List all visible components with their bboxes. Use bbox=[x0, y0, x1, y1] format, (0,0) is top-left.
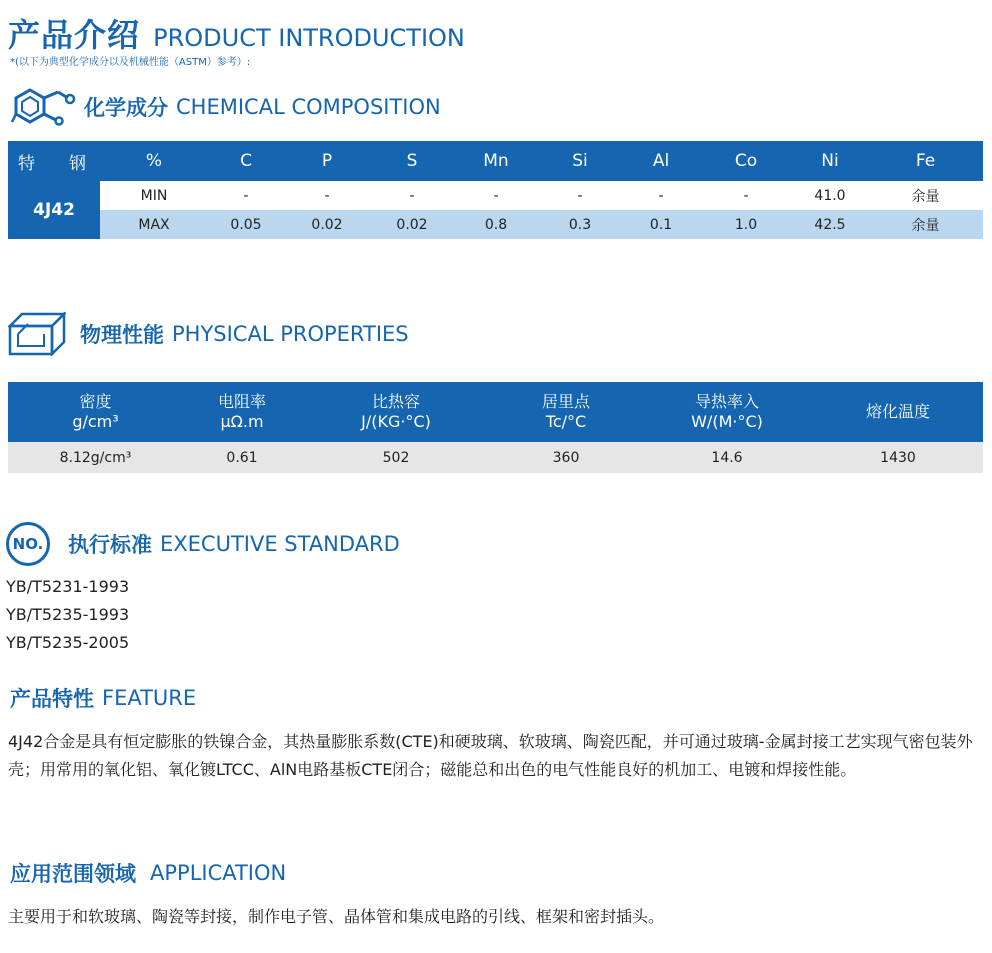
application-section-heading bbox=[10, 858, 286, 888]
page-title-en: PRODUCT INTRODUCTION bbox=[153, 24, 465, 52]
application-paragraph: 主要用于和软玻璃、陶瓷等封接，制作电子管、晶体管和集成电路的引线、框架和密封插头。 bbox=[8, 907, 665, 926]
feature-title-cn: 产品特性 bbox=[10, 687, 94, 711]
physical-header-row bbox=[8, 382, 983, 442]
feature-paragraph: 4J42合金是具有恒定膨胀的铁镍合金，其热量膨胀系数(CTE)和硬玻璃、软玻璃、陶瓷匹配，并可通过玻璃-金属封接工艺实现气密包装外壳；用常用的氧化铝、氧化镀LTCC、AlN电路基板CTE闭合；磁能总和出色的电气性能良好的机加工、电镀和焊接性能。 bbox=[8, 732, 973, 779]
header-cell-resistivity bbox=[183, 382, 301, 442]
application-title-en: APPLICATION bbox=[150, 861, 287, 885]
header-cell-si: Si bbox=[538, 141, 622, 181]
table-cell: 0.61 bbox=[183, 442, 301, 473]
physical-section-heading bbox=[8, 312, 409, 356]
page-title-cn: 产品介绍 bbox=[8, 16, 141, 54]
header-unit: W/(M·°C) bbox=[691, 412, 763, 431]
chemical-title-en: CHEMICAL COMPOSITION bbox=[176, 95, 441, 119]
chemical-composition-table bbox=[8, 141, 983, 239]
feature-title-en: FEATURE bbox=[102, 686, 197, 710]
header-cell-co: Co bbox=[700, 141, 792, 181]
header-line: 电阻率 bbox=[217, 392, 266, 411]
header-line: 导热率入 bbox=[694, 392, 759, 411]
chemical-header-row bbox=[8, 141, 983, 181]
header-unit: μΩ.m bbox=[220, 412, 264, 431]
list-item: YB/T5231-1993 bbox=[6, 577, 130, 596]
table-cell: 0.3 bbox=[538, 210, 622, 239]
table-row-max bbox=[8, 210, 983, 239]
header-unit: J/(KG·°C) bbox=[361, 412, 431, 431]
header-cell-melting-temp bbox=[813, 382, 983, 442]
table-cell: 41.0 bbox=[792, 181, 868, 210]
profile-beam-icon bbox=[8, 312, 66, 356]
table-cell: 余量 bbox=[868, 210, 983, 239]
header-cell-p: P bbox=[284, 141, 370, 181]
header-cell-ni: Ni bbox=[792, 141, 868, 181]
table-cell: - bbox=[208, 181, 284, 210]
standard-title-en: EXECUTIVE STANDARD bbox=[160, 532, 400, 556]
reference-note: *(以下为典型化学成分以及机械性能（ASTM）参考）: bbox=[10, 57, 251, 68]
number-badge-icon bbox=[6, 522, 50, 566]
physical-title-en: PHYSICAL PROPERTIES bbox=[172, 322, 409, 346]
header-line: 熔化温度 bbox=[865, 402, 930, 421]
chemical-section-heading bbox=[10, 84, 441, 130]
table-cell: 0.02 bbox=[284, 210, 370, 239]
header-line: 比热容 bbox=[371, 392, 420, 411]
number-badge-text: NO. bbox=[12, 535, 44, 553]
header-cell-curie-point bbox=[491, 382, 641, 442]
molecule-icon bbox=[10, 84, 76, 130]
table-cell: 余量 bbox=[868, 181, 983, 210]
standard-section-heading bbox=[6, 522, 400, 566]
table-row-values bbox=[8, 442, 983, 473]
table-cell: 8.12g/cm³ bbox=[8, 442, 183, 473]
table-cell: 1.0 bbox=[700, 210, 792, 239]
list-item: YB/T5235-1993 bbox=[6, 605, 130, 624]
chemical-title-cn: 化学成分 bbox=[84, 96, 168, 120]
table-cell: 0.02 bbox=[370, 210, 454, 239]
table-cell: 42.5 bbox=[792, 210, 868, 239]
header-cell-density bbox=[8, 382, 183, 442]
header-unit: g/cm³ bbox=[72, 412, 119, 431]
table-cell: 502 bbox=[301, 442, 491, 473]
table-cell: - bbox=[284, 181, 370, 210]
application-title-cn: 应用范围领域 bbox=[10, 862, 136, 886]
table-cell: - bbox=[370, 181, 454, 210]
table-cell: 14.6 bbox=[641, 442, 813, 473]
table-cell: MAX bbox=[100, 210, 208, 239]
table-cell: - bbox=[454, 181, 538, 210]
header-cell-c: C bbox=[208, 141, 284, 181]
table-row-min bbox=[8, 181, 983, 210]
header-unit: Tc/°C bbox=[545, 412, 587, 431]
table-cell: 0.8 bbox=[454, 210, 538, 239]
page-title bbox=[8, 10, 465, 56]
table-cell: 0.1 bbox=[622, 210, 700, 239]
feature-section-heading bbox=[10, 683, 196, 713]
header-cell-specific-heat bbox=[301, 382, 491, 442]
table-cell: 360 bbox=[491, 442, 641, 473]
header-cell-s: S bbox=[370, 141, 454, 181]
table-cell: - bbox=[700, 181, 792, 210]
header-line: 密度 bbox=[79, 392, 112, 411]
list-item: YB/T5235-2005 bbox=[6, 633, 130, 652]
physical-title-cn: 物理性能 bbox=[80, 323, 164, 347]
header-cell-al: Al bbox=[622, 141, 700, 181]
table-cell: 0.05 bbox=[208, 210, 284, 239]
header-cell-grade: 特 钢 bbox=[8, 141, 100, 181]
header-cell-percent: % bbox=[100, 141, 208, 181]
table-cell: 1430 bbox=[813, 442, 983, 473]
physical-properties-table bbox=[8, 382, 983, 473]
header-line: 居里点 bbox=[541, 392, 590, 411]
header-cell-mn: Mn bbox=[454, 141, 538, 181]
standard-title-cn: 执行标准 bbox=[68, 533, 152, 557]
table-cell: - bbox=[538, 181, 622, 210]
header-cell-fe: Fe bbox=[868, 141, 983, 181]
header-cell-thermal-conductivity bbox=[641, 382, 813, 442]
table-cell: - bbox=[622, 181, 700, 210]
grade-cell: 4J42 bbox=[8, 181, 100, 239]
table-cell: MIN bbox=[100, 181, 208, 210]
